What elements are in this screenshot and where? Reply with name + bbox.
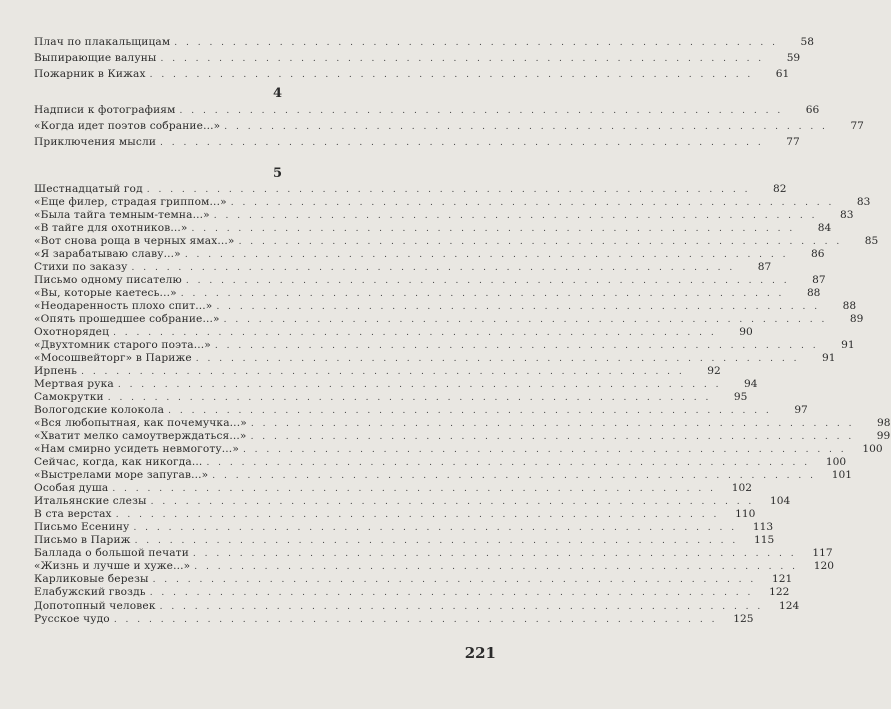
toc-entry-page: 102 — [731, 482, 752, 495]
toc-entry-title: Особая душа — [34, 482, 109, 495]
toc-entry-title: Надписи к фотографиям — [34, 104, 176, 116]
dot-leader: . . . . . . . . . . . . . . . . . . . . . . . . . . . . . . . . . . . . . . . . . . . . . . . . . . . . — [149, 69, 754, 80]
toc-entry — [34, 417, 891, 430]
toc-entry-page: 98 — [877, 417, 891, 430]
toc-entry-title: Ирпень — [34, 365, 78, 378]
toc-entry — [34, 235, 879, 248]
dot-leader: . . . . . . . . . . . . . . . . . . . . . . . . . . . . . . . . . . . . . . . . . . . . . . . . . . . . — [150, 497, 755, 508]
dot-leader: . . . . . . . . . . . . . . . . . . . . . . . . . . . . . . . . . . . . . . . . . . . . . . . . . . . . — [180, 289, 785, 300]
toc-entry-page: 82 — [772, 183, 787, 195]
toc-entry — [34, 443, 883, 456]
toc-entry-page: 117 — [812, 547, 833, 560]
toc-entry — [34, 560, 834, 573]
toc-entry — [34, 287, 821, 300]
toc-entry-title: «Неодаренность плохо спит...» — [34, 300, 213, 313]
toc-entry-page: 124 — [779, 599, 800, 612]
section-number-4: 4 — [272, 86, 283, 101]
dot-leader: . . . . . . . . . . . . . . . . . . . . . . . . . . . . . . . . . . . . . . . . . . . . . . . . . . . . — [131, 263, 736, 274]
dot-leader: . . . . . . . . . . . . . . . . . . . . . . . . . . . . . . . . . . . . . . . . . . . . . . . . . . . . — [133, 523, 738, 534]
toc-entry — [34, 495, 791, 508]
toc-entry-title: «Вот снова роща в черных ямах...» — [34, 235, 235, 248]
toc-entry-page: 88 — [806, 287, 821, 300]
toc-entry-title: Плач по плакальщицам — [34, 36, 171, 48]
toc-entry-title: Стихи по заказу — [34, 261, 128, 274]
toc-entry-title: В ста верстах — [34, 508, 112, 521]
toc-entry-title: «Вся любопытная, как почемучка...» — [34, 417, 247, 430]
toc-entry-title: «Хватит мелко самоутверждаться...» — [34, 430, 247, 443]
toc-entry-page: 104 — [770, 495, 791, 508]
toc-entry — [34, 35, 814, 51]
toc-entry-title: Елабужский гвоздь — [34, 586, 146, 599]
toc-entry-page: 87 — [757, 261, 772, 274]
toc-entry-page: 95 — [733, 391, 748, 404]
toc-entry — [34, 482, 752, 495]
dot-leader: . . . . . . . . . . . . . . . . . . . . . . . . . . . . . . . . . . . . . . . . . . . . . . . . . . . . — [179, 106, 784, 116]
dot-leader: . . . . . . . . . . . . . . . . . . . . . . . . . . . . . . . . . . . . . . . . . . . . . . . . . . . . — [113, 614, 718, 625]
toc-entry-page: 110 — [735, 508, 756, 521]
toc-entry-page: 66 — [805, 104, 820, 116]
dot-leader: . . . . . . . . . . . . . . . . . . . . . . . . . . . . . . . . . . . . . . . . . . . . . . . . . . . . — [115, 510, 720, 521]
toc-entry-page: 121 — [772, 573, 793, 586]
toc-entry — [34, 183, 787, 196]
toc-entry — [34, 51, 801, 67]
dot-leader: . . . . . . . . . . . . . . . . . . . . . . . . . . . . . . . . . . . . . . . . . . . . . . . . . . . . — [216, 302, 821, 313]
toc-entry — [34, 274, 826, 287]
toc-entry — [34, 261, 772, 274]
toc-entry — [34, 521, 774, 534]
toc-entry-page: 61 — [775, 67, 790, 80]
toc-entry-page: 120 — [813, 560, 834, 573]
toc-entry — [34, 469, 852, 482]
toc-entry-page: 91 — [821, 352, 836, 365]
toc-entry-title: Итальянские слезы — [34, 495, 147, 508]
dot-leader: . . . . . . . . . . . . . . . . . . . . . . . . . . . . . . . . . . . . . . . . . . . . . . . . . . . . — [107, 393, 712, 404]
dot-leader: . . . . . . . . . . . . . . . . . . . . . . . . . . . . . . . . . . . . . . . . . . . . . . . . . . . . — [212, 471, 816, 482]
dot-leader: . . . . . . . . . . . . . . . . . . . . . . . . . . . . . . . . . . . . . . . . . . . . . . . . . . . . — [250, 432, 855, 443]
toc-entry-page: 59 — [786, 51, 801, 64]
dot-leader: . . . . . . . . . . . . . . . . . . . . . . . . . . . . . . . . . . . . . . . . . . . . . . . . . . . . — [194, 562, 798, 573]
toc-entry — [34, 352, 836, 365]
toc-entry-page: 85 — [864, 235, 879, 248]
toc-entry — [34, 300, 857, 313]
dot-leader: . . . . . . . . . . . . . . . . . . . . . . . . . . . . . . . . . . . . . . . . . . . . . . . . . . . . — [230, 198, 835, 209]
dot-leader: . . . . . . . . . . . . . . . . . . . . . . . . . . . . . . . . . . . . . . . . . . . . . . . . . . . . — [238, 237, 843, 248]
dot-leader: . . . . . . . . . . . . . . . . . . . . . . . . . . . . . . . . . . . . . . . . . . . . . . . . . . . . — [160, 53, 765, 64]
toc-entry-page: 100 — [825, 456, 847, 469]
toc-entry — [34, 430, 891, 443]
dot-leader: . . . . . . . . . . . . . . . . . . . . . . . . . . . . . . . . . . . . . . . . . . . . . . . . . . . . — [117, 380, 722, 391]
toc-section-5 — [34, 183, 891, 626]
toc-entry-page: 100 — [862, 443, 883, 456]
toc-entry-page: 122 — [769, 586, 790, 599]
toc-entry-title: «Была тайга темным-темна...» — [34, 209, 210, 222]
toc-entry — [34, 547, 833, 560]
toc-entry-page: 94 — [744, 378, 758, 391]
section-number-5: 5 — [272, 166, 283, 181]
toc-entry-title: «Мосошвейторг» в Париже — [34, 352, 192, 365]
toc-entry — [34, 339, 855, 352]
toc-entry-page: 113 — [752, 521, 774, 534]
toc-entry-title: «В тайге для охотников...» — [34, 222, 188, 235]
toc-entry — [34, 599, 800, 613]
toc-entry-title: Сейчас, когда, как никогда... — [34, 456, 203, 469]
toc-entry — [34, 391, 748, 404]
dot-leader: . . . . . . . . . . . . . . . . . . . . . . . . . . . . . . . . . . . . . . . . . . . . . . . . . . . . — [113, 328, 717, 339]
dot-leader: . . . . . . . . . . . . . . . . . . . . . . . . . . . . . . . . . . . . . . . . . . . . . . . . . . . . — [152, 575, 757, 586]
toc-entry-title: Допотопный человек — [34, 599, 156, 612]
toc-entry-title: Баллада о большой печати — [34, 547, 189, 560]
toc-entry-title: «Я зарабатываю славу...» — [34, 248, 181, 261]
toc-entry-title: Русское чудо — [34, 612, 110, 625]
dot-leader: . . . . . . . . . . . . . . . . . . . . . . . . . . . . . . . . . . . . . . . . . . . . . . . . . . . . — [250, 419, 855, 430]
dot-leader: . . . . . . . . . . . . . . . . . . . . . . . . . . . . . . . . . . . . . . . . . . . . . . . . . . . . — [159, 601, 764, 612]
toc-entry-title: Мертвая рука — [34, 378, 114, 391]
toc-entry-page: 90 — [739, 326, 753, 339]
toc-entry-page: 97 — [794, 404, 808, 417]
toc-entry-title: «Еще филер, страдая гриппом...» — [34, 196, 227, 209]
toc-entry-title: Приключения мысли — [34, 135, 157, 148]
dot-leader: . . . . . . . . . . . . . . . . . . . . . . . . . . . . . . . . . . . . . . . . . . . . . . . . . . . . — [185, 276, 790, 287]
toc-entry-title: «Опять прошедшее собрание...» — [34, 313, 220, 326]
toc-entry-title: Шестнадцатый год — [34, 183, 143, 195]
toc-entry — [34, 534, 775, 547]
toc-entry — [34, 573, 793, 586]
dot-leader: . . . . . . . . . . . . . . . . . . . . . . . . . . . . . . . . . . . . . . . . . . . . . . . . . . . . — [112, 484, 716, 495]
toc-entry-page: 86 — [811, 248, 825, 261]
toc-entry-title: Письмо одному писателю — [34, 274, 182, 287]
toc-entry-page: 125 — [733, 612, 754, 625]
toc-entry — [34, 612, 754, 626]
toc-entry — [34, 586, 790, 599]
toc-entry-title: «Нам смирно усидеть невмоготу...» — [34, 443, 239, 456]
dot-leader: . . . . . . . . . . . . . . . . . . . . . . . . . . . . . . . . . . . . . . . . . . . . . . . . . . . . — [134, 536, 739, 547]
toc-entry-page: 88 — [842, 300, 857, 313]
dot-leader: . . . . . . . . . . . . . . . . . . . . . . . . . . . . . . . . . . . . . . . . . . . . . . . . . . . . — [184, 250, 789, 261]
toc-entry — [34, 248, 825, 261]
toc-section-4 — [34, 103, 864, 150]
dot-leader: . . . . . . . . . . . . . . . . . . . . . . . . . . . . . . . . . . . . . . . . . . . . . . . . . . . . — [81, 367, 685, 378]
dot-leader: . . . . . . . . . . . . . . . . . . . . . . . . . . . . . . . . . . . . . . . . . . . . . . . . . . . . — [223, 315, 828, 326]
toc-entry — [34, 135, 800, 151]
dot-leader: . . . . . . . . . . . . . . . . . . . . . . . . . . . . . . . . . . . . . . . . . . . . . . . . . . . . — [149, 588, 754, 599]
toc-entry-page: 92 — [707, 365, 721, 378]
toc-entry — [34, 365, 721, 378]
toc-entry — [34, 196, 871, 209]
toc-entry-title: «Выстрелами море запугав...» — [34, 469, 209, 482]
toc-entry — [34, 456, 847, 469]
toc-entry — [34, 119, 864, 135]
dot-leader: . . . . . . . . . . . . . . . . . . . . . . . . . . . . . . . . . . . . . . . . . . . . . . . . . . . . — [242, 445, 847, 456]
toc-entry — [34, 103, 820, 119]
toc-entry-title: Выпирающие валуны — [34, 51, 157, 64]
toc-entry-page: 77 — [786, 135, 800, 148]
page-number: 221 — [464, 644, 496, 662]
toc-entry-page: 84 — [817, 222, 832, 235]
dot-leader: . . . . . . . . . . . . . . . . . . . . . . . . . . . . . . . . . . . . . . . . . . . . . . . . . . . . — [146, 185, 751, 195]
toc-entry-title: «Вы, которые каетесь...» — [34, 287, 177, 300]
toc-block-continued — [34, 35, 814, 82]
dot-leader: . . . . . . . . . . . . . . . . . . . . . . . . . . . . . . . . . . . . . . . . . . . . . . . . . . . . — [214, 341, 819, 352]
toc-entry-title: Вологодские колокола — [34, 404, 165, 417]
toc-entry-title: Карликовые березы — [34, 573, 149, 586]
toc-entry-page: 77 — [850, 119, 864, 132]
toc-entry — [34, 378, 758, 391]
dot-leader: . . . . . . . . . . . . . . . . . . . . . . . . . . . . . . . . . . . . . . . . . . . . . . . . . . . . — [191, 224, 796, 235]
dot-leader: . . . . . . . . . . . . . . . . . . . . . . . . . . . . . . . . . . . . . . . . . . . . . . . . . . . . — [213, 211, 818, 222]
toc-entry — [34, 326, 753, 339]
dot-leader: . . . . . . . . . . . . . . . . . . . . . . . . . . . . . . . . . . . . . . . . . . . . . . . . . . . . — [224, 121, 828, 132]
toc-entry-title: «Жизнь и лучше и хуже...» — [34, 560, 191, 573]
toc-entry-page: 99 — [876, 430, 891, 443]
toc-entry-title: «Двухтомник старого поэта...» — [34, 339, 211, 352]
toc-entry-title: Охотнорядец — [34, 326, 110, 339]
dot-leader: . . . . . . . . . . . . . . . . . . . . . . . . . . . . . . . . . . . . . . . . . . . . . . . . . . . . — [206, 458, 811, 469]
toc-entry-page: 89 — [849, 313, 864, 326]
toc-entry — [34, 67, 790, 83]
toc-entry — [34, 508, 756, 521]
toc-entry-title: Пожарник в Кижах — [34, 67, 146, 80]
toc-entry — [34, 222, 832, 235]
dot-leader: . . . . . . . . . . . . . . . . . . . . . . . . . . . . . . . . . . . . . . . . . . . . . . . . . . . . — [160, 137, 764, 148]
toc-entry-page: 115 — [754, 534, 775, 547]
toc-entry-page: 83 — [839, 209, 854, 222]
toc-entry-page: 83 — [856, 196, 871, 209]
toc-entry-title: «Когда идет поэтов собрание...» — [34, 119, 221, 132]
dot-leader: . . . . . . . . . . . . . . . . . . . . . . . . . . . . . . . . . . . . . . . . . . . . . . . . . . . . — [174, 38, 778, 48]
toc-entry-title: Самокрутки — [34, 391, 104, 404]
toc-entry-page: 91 — [841, 339, 855, 352]
toc-entry-page: 58 — [800, 36, 814, 48]
toc-entry — [34, 209, 854, 222]
toc-entry-page: 101 — [831, 469, 852, 482]
toc-entry-title: Письмо Есенину — [34, 521, 130, 534]
dot-leader: . . . . . . . . . . . . . . . . . . . . . . . . . . . . . . . . . . . . . . . . . . . . . . . . . . . . — [192, 549, 797, 560]
toc-entry-page: 87 — [812, 274, 826, 287]
dot-leader: . . . . . . . . . . . . . . . . . . . . . . . . . . . . . . . . . . . . . . . . . . . . . . . . . . . . — [168, 406, 772, 417]
toc-entry-title: Письмо в Париж — [34, 534, 131, 547]
dot-leader: . . . . . . . . . . . . . . . . . . . . . . . . . . . . . . . . . . . . . . . . . . . . . . . . . . . . — [195, 354, 800, 365]
toc-entry — [34, 313, 864, 326]
toc-entry — [34, 404, 808, 417]
